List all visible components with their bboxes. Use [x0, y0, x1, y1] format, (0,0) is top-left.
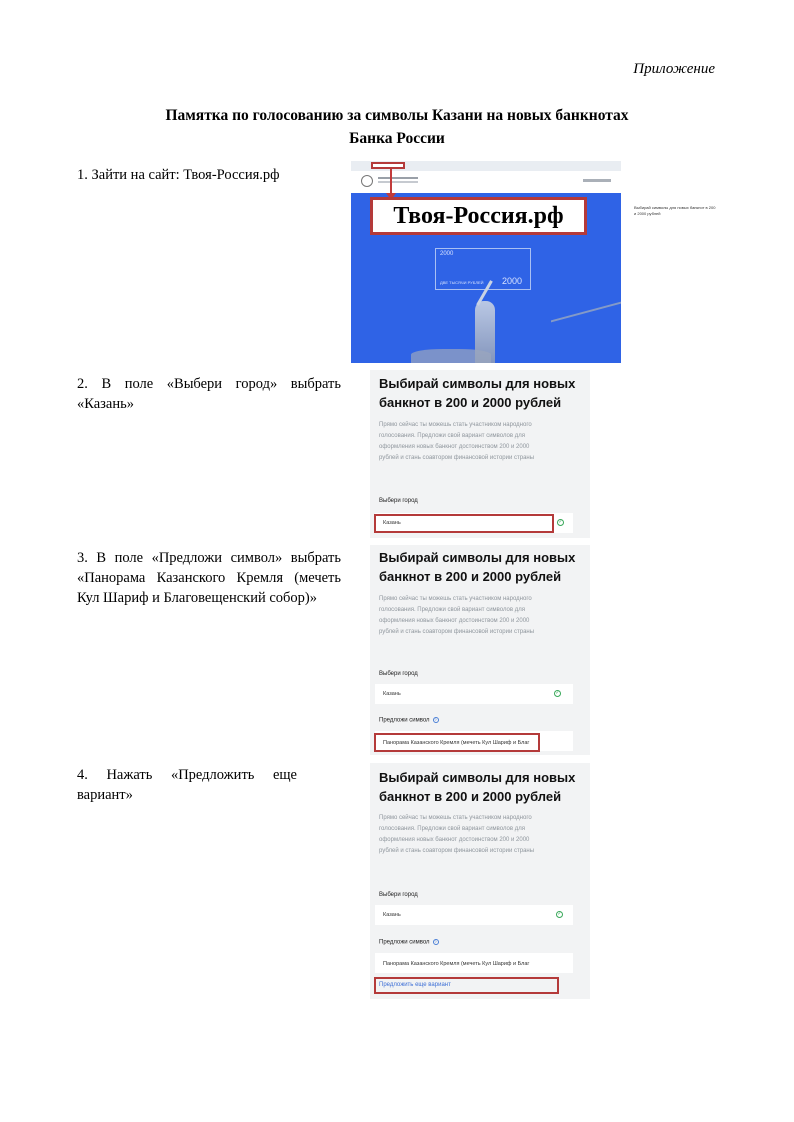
- city-label: Выбери город: [379, 671, 418, 677]
- form-heading-line-2: банкнот в 200 и 2000 рублей: [379, 569, 562, 584]
- url-highlight: [371, 162, 405, 169]
- step-2-text: 2. В поле «Выбери город» выбрать «Казань»: [77, 376, 341, 412]
- check-icon: ✓: [558, 519, 563, 525]
- city-highlight: [374, 514, 554, 533]
- form-description-line-2: голосования. Предложи свой вариант символов для: [379, 826, 526, 832]
- form-heading-line-2: банкнот в 200 и 2000 рублей: [379, 789, 562, 804]
- symbol-label: [379, 939, 439, 946]
- form-heading-line-1: Выбирай символы для новых: [379, 550, 576, 565]
- site-name-banner: Твоя-Россия.рф: [370, 197, 587, 235]
- website-screenshot: [351, 161, 621, 363]
- city-value: Казань: [383, 691, 401, 697]
- city-value: Казань: [383, 912, 401, 918]
- screenshot-side-caption: Выбирай символы для новых банкнот в 200 и 2000 рублей: [634, 205, 716, 216]
- title-line-2: Банка России: [349, 130, 445, 147]
- banknote-caption: ДВЕ ТЫСЯЧИ РУБЛЕЙ: [440, 280, 484, 285]
- form-screenshot-symbol: [370, 545, 590, 755]
- add-variant-link[interactable]: Предложить еще вариант: [379, 982, 451, 988]
- form-description-line-4: рублей и стань соавтором финансовой истории страны: [379, 848, 535, 854]
- city-label: Выбери город: [379, 498, 418, 504]
- city-field[interactable]: [375, 905, 573, 925]
- form-description: [379, 813, 569, 857]
- page-title: [0, 104, 794, 150]
- check-icon: ✓: [557, 911, 562, 917]
- form-description-line-1: Прямо сейчас ты можешь стать участником народного: [379, 596, 532, 602]
- form-description-line-2: голосования. Предложи свой вариант символов для: [379, 607, 526, 613]
- form-description-line-3: оформления новых банкнот достоинством 200 и 2000: [379, 837, 530, 843]
- check-icon: ✓: [555, 690, 560, 696]
- form-description-line-2: голосования. Предложи свой вариант символов для: [379, 433, 526, 439]
- site-header-text: [378, 177, 418, 179]
- appendix-label: Приложение: [633, 61, 715, 77]
- form-description-line-1: Прямо сейчас ты можешь стать участником народного: [379, 815, 532, 821]
- form-description-line-3: оформления новых банкнот достоинством 200 и 2000: [379, 444, 530, 450]
- banknote-value: 2000: [440, 251, 454, 257]
- banknote-value-large: 2000: [501, 276, 522, 286]
- step-1-text: 1. Зайти на сайт: Твоя-Россия.рф: [77, 167, 280, 183]
- title-line-1: Памятка по голосованию за символы Казани на новых банкнотах: [165, 107, 629, 124]
- form-description-line-3: оформления новых банкнот достоинством 200 и 2000: [379, 618, 530, 624]
- form-heading-line-1: Выбирай символы для новых: [379, 376, 576, 391]
- bridge-image: [551, 302, 621, 363]
- symbol-label: [379, 717, 439, 724]
- step-4-text: 4. Нажать «Предложить еще вариант»: [77, 767, 297, 803]
- site-menu: [583, 179, 611, 182]
- form-description: [379, 420, 569, 464]
- symbol-value: Панорама Казанского Кремля (мечеть Кул Шариф и Благ: [383, 961, 530, 967]
- form-description-line-4: рублей и стань соавтором финансовой истории страны: [379, 455, 535, 461]
- add-variant-highlight: [374, 977, 559, 994]
- bank-logo-icon: [361, 175, 373, 187]
- form-heading-line-2: банкнот в 200 и 2000 рублей: [379, 395, 562, 410]
- form-description-line-1: Прямо сейчас ты можешь стать участником народного: [379, 422, 532, 428]
- form-description: [379, 594, 569, 638]
- form-description-line-4: рублей и стань соавтором финансовой истории страны: [379, 629, 535, 635]
- symbol-label-text: Предложи символ: [379, 717, 430, 724]
- city-label: Выбери город: [379, 892, 418, 898]
- banknote-image: [435, 248, 531, 290]
- question-icon[interactable]: ?: [434, 939, 437, 944]
- form-heading-line-1: Выбирай символы для новых: [379, 770, 576, 785]
- form-screenshot-add-variant: [370, 763, 590, 999]
- form-screenshot-city: [370, 370, 590, 538]
- symbol-highlight: [374, 733, 540, 752]
- step-3-text: 3. В поле «Предложи символ» выбрать «Панорама Казанского Кремля (мечеть Кул Шариф и Благовещенский собор)»: [77, 550, 341, 606]
- form-heading: [379, 374, 589, 412]
- symbol-label-text: Предложи символ: [379, 939, 430, 946]
- form-heading: [379, 768, 589, 806]
- city-field[interactable]: [375, 684, 573, 704]
- symbol-value: Панорама Казанского Кремля (мечеть Кул Шариф и Благ: [383, 740, 530, 746]
- question-icon[interactable]: ?: [434, 717, 437, 722]
- ground-image: [411, 349, 491, 363]
- city-value: Казань: [383, 520, 401, 526]
- form-heading: [379, 548, 589, 586]
